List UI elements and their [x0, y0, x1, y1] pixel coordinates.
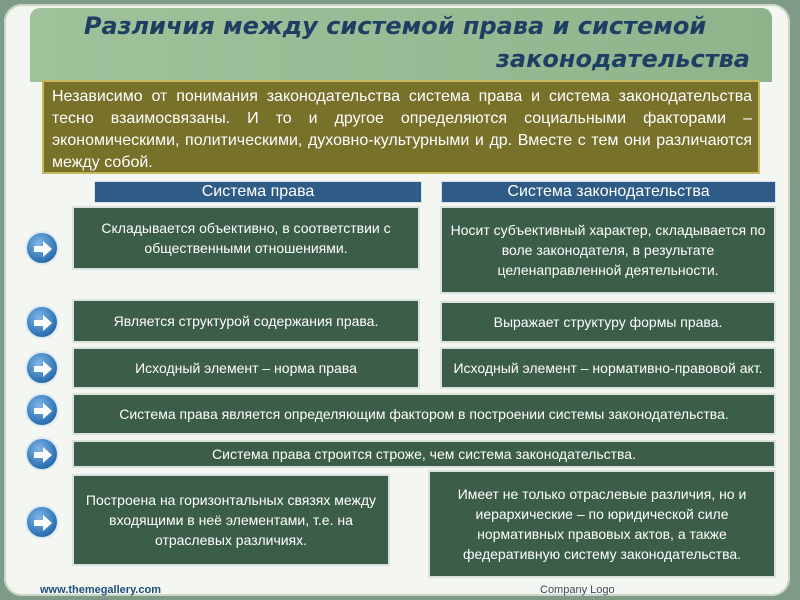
- legislation-system-cell: Выражает структуру формы права.: [440, 301, 776, 343]
- arrow-right-icon: [25, 305, 59, 339]
- column-header-law-system: Система права: [94, 181, 422, 203]
- title-line-1: Различия между системой права и системой: [83, 12, 707, 40]
- shared-difference-cell: Система права строится строже, чем система законодательства.: [72, 440, 776, 468]
- arrow-right-icon: [25, 393, 59, 427]
- legislation-system-cell: Исходный элемент – нормативно-правовой акт.: [440, 347, 776, 389]
- arrow-right-icon: [25, 437, 59, 471]
- slide-title: [30, 10, 760, 76]
- law-system-cell: Построена на горизонтальных связях между входящими в неё элементами, т.е. на отраслевых различиях.: [72, 474, 390, 566]
- legislation-system-cell: Имеет не только отраслевые различия, но и иерархические – по юридической силе нормативных правовых актов, а также федеративную систему законодательства.: [428, 470, 776, 578]
- title-line-2: законодательства: [495, 45, 750, 73]
- law-system-cell: Является структурой содержания права.: [72, 299, 420, 343]
- arrow-right-icon: [25, 231, 59, 265]
- arrow-right-icon: [25, 505, 59, 539]
- arrow-right-icon: [25, 351, 59, 385]
- law-system-cell: Исходный элемент – норма права: [72, 347, 420, 389]
- footer-company-logo: Company Logo: [540, 584, 615, 596]
- shared-difference-cell: Система права является определяющим фактором в построении системы законодательства.: [72, 393, 776, 435]
- footer-url: www.themegallery.com: [40, 584, 162, 596]
- intro-text: Независимо от понимания законодательства система права и система законодательства тесно взаимосвязаны. И то и другое определяются социальными факторами – экономическими, политическими, духовно-культурными и др. Вместе с тем они различаются между собой.: [42, 80, 760, 174]
- law-system-cell: Складывается объективно, в соответствии с общественными отношениями.: [72, 206, 420, 270]
- legislation-system-cell: Носит субъективный характер, складывается по воле законодателя, в результате целенаправленной деятельности.: [440, 206, 776, 294]
- column-header-legislation-system: Система законодательства: [441, 181, 776, 203]
